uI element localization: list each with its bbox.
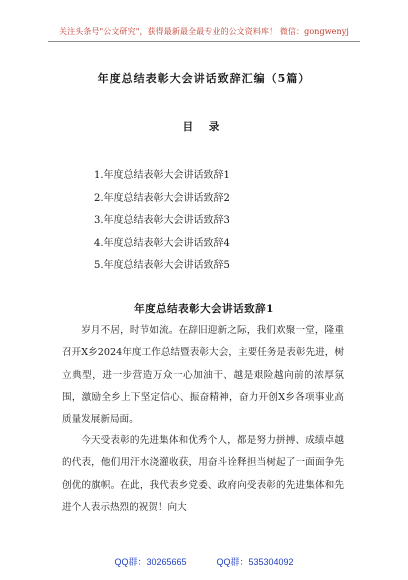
toc-heading: 目 录 — [182, 121, 226, 133]
body-paragraph: 今天受表彰的先进集体和优秀个人，都是努力拼搏、成绩卓越的代表，他们用汗水浇灌收获，用奋斗诠释担当树起了一面面争先创优的旗帜。在此，我代表乡党委、政府向受表彰的先进集体和先进个人表示热烈的祝贺！向大 — [62, 435, 344, 513]
section-title: 年度总结表彰大会讲话致辞1 — [134, 303, 274, 315]
toc-item[interactable]: 1.年度总结表彰大会讲话致辞1 — [94, 170, 230, 181]
toc-item[interactable]: 5.年度总结表彰大会讲话致辞5 — [94, 260, 230, 271]
toc-item[interactable]: 3.年度总结表彰大会讲话致辞3 — [94, 215, 230, 226]
body-paragraph: 岁月不居，时节如流。在辞旧迎新之际，我们欢聚一堂，隆重召开X乡2024年度工作总结暨表彰大会，主要任务是表彰先进，树立典型，进一步营造万众一心加油干、越是艰险越向前的浓厚氛围，激励全乡上下坚定信心、振奋精神，奋力开创X乡各项事业高质量发展新局面。 — [62, 325, 344, 426]
header-divider — [48, 41, 360, 42]
footer — [0, 555, 408, 568]
footer-qq-group-1: QQ群：30265665 — [114, 557, 187, 567]
toc-item[interactable]: 4.年度总结表彰大会讲话致辞4 — [94, 237, 230, 249]
toc-item[interactable]: 2.年度总结表彰大会讲话致辞2 — [94, 192, 230, 204]
document-title: 年度总结表彰大会讲话致辞汇编（5篇） — [97, 72, 311, 85]
footer-qq-group-2: QQ群：535304092 — [216, 557, 294, 567]
header-note: 关注头条号"公文研究"，获得最新最全最专业的公文资料库！ 微信：gongwenyj — [59, 27, 349, 36]
table-of-contents — [94, 167, 230, 280]
